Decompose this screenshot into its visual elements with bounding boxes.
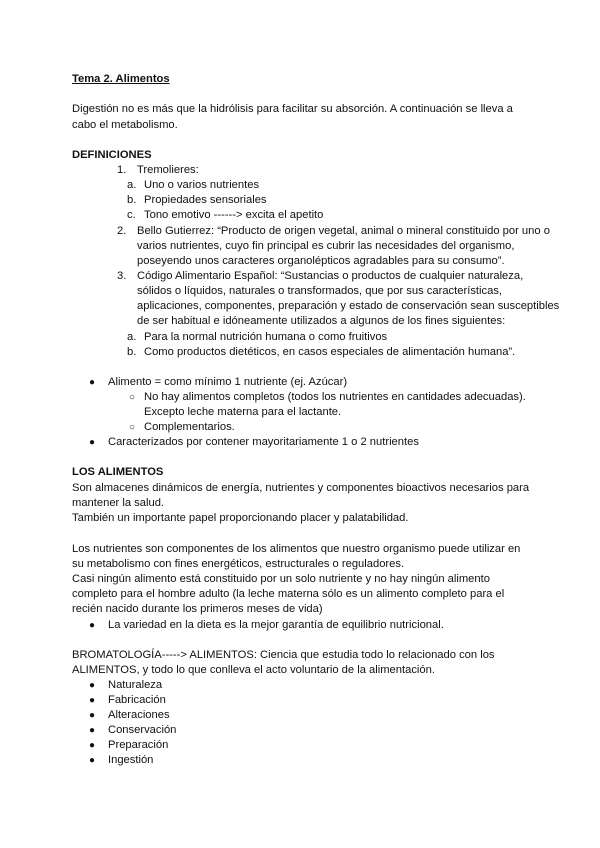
bullet-icon: ●	[89, 755, 96, 766]
page-title: Tema 2. Alimentos	[72, 73, 170, 85]
bullet-icon: ●	[89, 437, 96, 448]
bullet-icon: ●	[89, 695, 96, 706]
list-marker: b.	[127, 346, 137, 358]
list-marker: 2.	[117, 225, 127, 237]
bullet-item: Caracterizados por contener mayoritariamente 1 o 2 nutrientes	[108, 436, 419, 448]
paragraph-line: También un importante papel proporcionando placer y palatabilidad.	[72, 512, 409, 524]
paragraph-line: recién nacido durante los primeros meses de vida)	[72, 603, 323, 615]
list-item: Tono emotivo ------> excita el apetito	[144, 209, 324, 221]
paragraph-line: su metabolismo con fines energéticos, estructurales o reguladores.	[72, 558, 405, 570]
circle-bullet-icon: ○	[129, 422, 136, 433]
bullet-icon: ●	[89, 740, 96, 751]
bullet-icon: ●	[89, 377, 96, 388]
list-item: sólidos o líquidos, naturales o transformados, que por sus características,	[137, 285, 503, 297]
bullet-item: Ingestión	[108, 754, 154, 766]
paragraph-line: Los nutrientes son componentes de los alimentos que nuestro organismo puede utilizar en	[72, 543, 521, 555]
bullet-item: Complementarios.	[144, 421, 235, 433]
paragraph-line: mantener la salud.	[72, 497, 165, 509]
list-item: poseyendo unos caracteres organolépticos agradables para su consumo”.	[137, 255, 505, 267]
list-item: Tremolieres:	[137, 164, 199, 176]
list-marker: 3.	[117, 270, 127, 282]
list-item: Como productos dietéticos, en casos especiales de alimentación humana”.	[144, 346, 516, 358]
bullet-icon: ●	[89, 725, 96, 736]
intro-line: cabo el metabolismo.	[72, 119, 178, 131]
list-item: Bello Gutierrez: “Producto de origen vegetal, animal o mineral constituido por uno o	[137, 225, 550, 237]
intro-line: Digestión no es más que la hidrólisis para facilitar su absorción. A continuación se lleva a	[72, 103, 513, 115]
bullet-item: No hay alimentos completos (todos los nutrientes en cantidades adecuadas).	[144, 391, 526, 403]
list-item: Código Alimentario Español: “Sustancias o productos de cualquier naturaleza,	[137, 270, 524, 282]
bullet-item: Fabricación	[108, 694, 166, 706]
bullet-item: Preparación	[108, 739, 169, 751]
paragraph-line: Casi ningún alimento está constituido por un solo nutriente y no hay ningún alimento	[72, 573, 490, 585]
section-heading-definiciones: DEFINICIONES	[72, 149, 152, 161]
paragraph-line: completo para el hombre adulto (la leche materna sólo es un alimento completo para el	[72, 588, 505, 600]
list-item: Para la normal nutrición humana o como fruitivos	[144, 331, 388, 343]
bullet-item: Conservación	[108, 724, 177, 736]
bullet-icon: ●	[89, 620, 96, 631]
list-marker: c.	[127, 209, 136, 221]
list-item: varios nutrientes, cuyo fin principal es cubrir las necesidades del organismo,	[137, 240, 515, 252]
bullet-item: Alteraciones	[108, 709, 170, 721]
paragraph-line: ALIMENTOS, y todo lo que conlleva el acto voluntario de la alimentación.	[72, 664, 435, 676]
bullet-item: Naturaleza	[108, 679, 163, 691]
bullet-icon: ●	[89, 710, 96, 721]
list-marker: 1.	[117, 164, 127, 176]
paragraph-line: Son almacenes dinámicos de energía, nutrientes y componentes bioactivos necesarios para	[72, 482, 530, 494]
paragraph-line: BROMATOLOGÍA-----> ALIMENTOS: Ciencia que estudia todo lo relacionado con los	[72, 649, 495, 661]
list-marker: a.	[127, 179, 137, 191]
section-heading-alimentos: LOS ALIMENTOS	[72, 466, 164, 478]
bullet-icon: ●	[89, 680, 96, 691]
bullet-item: La variedad en la dieta es la mejor garantía de equilibrio nutricional.	[108, 619, 444, 631]
list-marker: b.	[127, 194, 137, 206]
list-item: aplicaciones, componentes, preparación y estado de conservación sean susceptibles	[137, 300, 560, 312]
circle-bullet-icon: ○	[129, 392, 136, 403]
bullet-item: Excepto leche materna para el lactante.	[144, 406, 342, 418]
bullet-item: Alimento = como mínimo 1 nutriente (ej. Azúcar)	[108, 376, 348, 388]
list-item: de ser habitual e idóneamente utilizados a algunos de los fines siguientes:	[137, 315, 506, 327]
list-marker: a.	[127, 331, 137, 343]
list-item: Uno o varios nutrientes	[144, 179, 260, 191]
list-item: Propiedades sensoriales	[144, 194, 267, 206]
